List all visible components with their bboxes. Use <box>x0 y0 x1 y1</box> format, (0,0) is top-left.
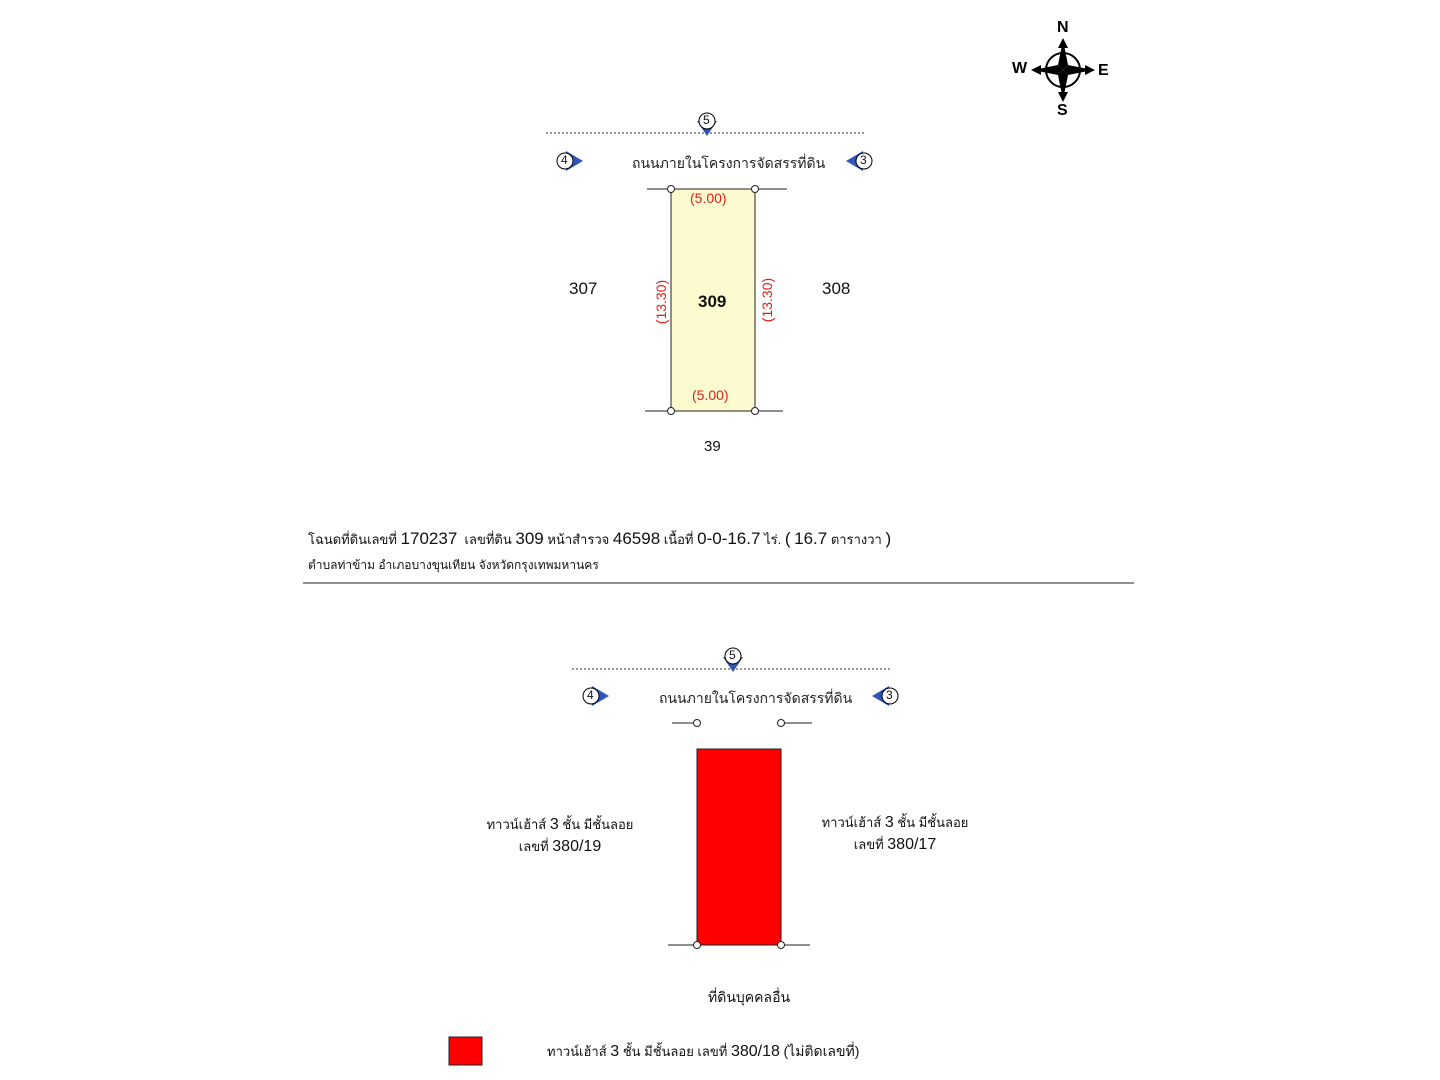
right-house-label <box>815 812 975 856</box>
house-suffix: ชั้น มีชั้นลอย <box>562 817 634 832</box>
dimension-left: (13.30) <box>653 279 669 325</box>
boundary-peg <box>778 720 785 727</box>
compass-south-label: S <box>1057 102 1068 119</box>
neighbour-left: 307 <box>569 279 598 298</box>
legend-note: (ไม่ติดเลขที่) <box>783 1043 860 1059</box>
direction-marker-3-top <box>846 151 872 171</box>
dimension-top: (5.00) <box>690 190 727 206</box>
boundary-peg <box>752 408 759 415</box>
dimension-right: (13.30) <box>759 277 775 323</box>
marker-label: 4 <box>561 153 568 167</box>
boundary-peg <box>668 186 675 193</box>
building-shape <box>697 749 781 945</box>
house-floors: 3 <box>884 814 894 831</box>
legend-number: 380/18 <box>730 1043 780 1060</box>
house-number: 380/17 <box>887 836 937 853</box>
marker-label: 5 <box>703 113 710 127</box>
deed-number: 170237 <box>400 529 458 548</box>
marker-label: 3 <box>886 688 893 702</box>
compass-east-label: E <box>1098 62 1109 79</box>
area-label: เนื้อที่ <box>663 532 694 547</box>
road-label-top: ถนนภายในโครงการจัดสรรที่ดิน <box>632 155 826 171</box>
deed-description <box>308 529 891 550</box>
paren-close: ) <box>885 529 892 548</box>
deed-location: ตำบลท่าข้าม อำเภอบางขุนเทียน จังหวัดกรุงเทพมหานคร <box>308 558 599 572</box>
boundary-peg <box>668 408 675 415</box>
house-no-label: เลขที่ <box>853 837 884 852</box>
plot-number: 309 <box>698 292 727 311</box>
sqwa-unit: ตารางวา <box>830 532 882 547</box>
house-type: ทาวน์เฮ้าส์ <box>821 815 882 830</box>
neighbour-bottom-label: ที่ดินบุคคลอื่น <box>708 989 791 1005</box>
compass-rose-icon <box>1031 38 1095 102</box>
sqwa-value: 16.7 <box>794 529 828 548</box>
house-suffix: ชั้น มีชั้นลอย <box>897 815 969 830</box>
marker-label: 3 <box>860 153 867 167</box>
paren-open: ( <box>784 529 791 548</box>
boundary-peg <box>694 942 701 949</box>
legend-floors: 3 <box>610 1043 620 1060</box>
survey-label: หน้าสำรวจ <box>547 532 610 547</box>
legend-middle: ชั้น มีชั้นลอย เลขที่ <box>622 1044 728 1059</box>
dimension-bottom: (5.00) <box>692 387 729 403</box>
marker-label: 5 <box>729 648 736 662</box>
house-no-label: เลขที่ <box>518 839 549 854</box>
boundary-peg <box>694 720 701 727</box>
neighbour-right: 308 <box>822 279 851 298</box>
land-number: 309 <box>515 529 544 548</box>
left-house-label <box>480 814 640 858</box>
road-label-bottom: ถนนภายในโครงการจัดสรรที่ดิน <box>659 690 853 706</box>
deed-label: โฉนดที่ดินเลขที่ <box>308 532 397 547</box>
direction-marker-3-bottom <box>872 686 898 706</box>
house-type: ทาวน์เฮ้าส์ <box>486 817 547 832</box>
legend-house-type: ทาวน์เฮ้าส์ <box>547 1044 607 1059</box>
marker-label: 4 <box>587 688 594 702</box>
land-no-label: เลขที่ดิน <box>464 532 512 547</box>
house-floors: 3 <box>549 816 559 833</box>
legend-text <box>547 1040 859 1063</box>
survey-number: 46598 <box>612 529 661 548</box>
legend-swatch <box>449 1037 482 1065</box>
compass-north-label: N <box>1057 19 1069 36</box>
neighbour-bottom: 39 <box>704 438 721 455</box>
compass-west-label: W <box>1012 60 1028 77</box>
area-unit: ไร่. <box>764 532 782 547</box>
boundary-peg <box>752 186 759 193</box>
house-number: 380/19 <box>552 838 602 855</box>
boundary-peg <box>778 942 785 949</box>
area-value: 0-0-16.7 <box>697 529 761 548</box>
